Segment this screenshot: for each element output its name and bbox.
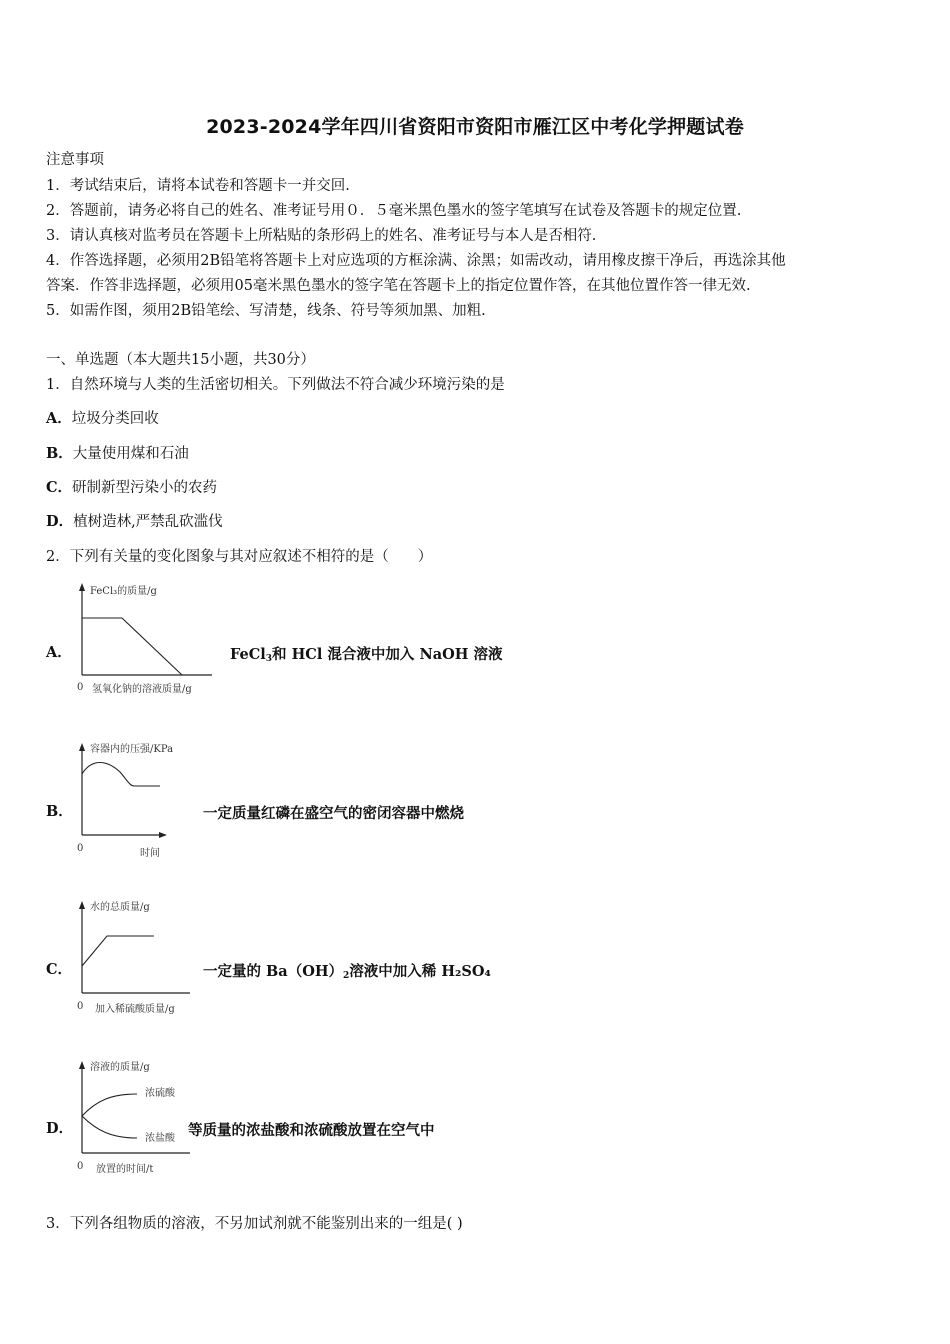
origin-label: 0 [77, 1161, 84, 1172]
option-text: 植树造林,严禁乱砍滥伐 [73, 514, 223, 530]
origin-label: 0 [77, 682, 84, 693]
sulfuric-acid-curve [82, 1094, 137, 1116]
x-axis-label: 加入稀硫酸质量/g [95, 1004, 175, 1015]
line1-label: 浓硫酸 [145, 1088, 175, 1099]
x-axis-arrow [159, 832, 167, 838]
desc-sub: 2 [343, 971, 350, 981]
origin-label: 0 [77, 1001, 84, 1012]
q2-option-a-label: A． [46, 644, 72, 661]
option-text: 大量使用煤和石油 [72, 446, 189, 462]
notice-item-3: 3．请认真核对监考员在答题卡上所粘贴的条形码上的姓名、准考证号与本人是否相符. [46, 228, 597, 244]
q2-option-d-label: D． [46, 1120, 74, 1137]
y-axis-label: 容器内的压强/KPa [90, 744, 174, 755]
desc-sub: 3 [265, 654, 273, 664]
option-text: 垃圾分类回收 [71, 411, 159, 427]
x-axis-label: 放置的时间/t [96, 1164, 154, 1175]
q1-stem: 1．自然环境与人类的生活密切相关。下列做法不符合减少环境污染的是 [46, 377, 505, 393]
y-axis-label: FeCl₃的质量/g [90, 586, 157, 597]
q1-option-b [46, 444, 189, 464]
q2-chart-d [72, 1056, 202, 1181]
data-curve [82, 936, 154, 966]
page-title: 2023-2024学年四川省资阳市资阳市雁江区中考化学押题试卷 [206, 116, 744, 138]
desc-rest: 和 HCl 混合液中加入 NaOH 溶液 [272, 646, 503, 663]
notice-heading: 注意事项 [46, 152, 104, 168]
desc-main: FeCl [230, 646, 266, 663]
notice-item-1: 1．考试结束后，请将本试卷和答题卡一并交回. [46, 178, 350, 194]
q2-chart-b [72, 738, 212, 863]
q3-stem: 3．下列各组物质的溶液，不另加试剂就不能鉴别出来的一组是( ) [46, 1216, 463, 1232]
q2-option-c-label: C． [46, 961, 73, 978]
y-axis-arrow [79, 901, 85, 909]
q2-option-c-desc [203, 960, 491, 981]
q2-option-b-label: B． [46, 803, 73, 820]
desc-main: 一定量的 Ba（OH） [203, 963, 344, 980]
q1-option-c [46, 478, 217, 498]
option-label: D． [46, 513, 74, 530]
data-curve [82, 763, 160, 787]
line2-label: 浓盐酸 [145, 1133, 175, 1144]
hydrochloric-acid-curve [82, 1116, 137, 1138]
section-heading: 一、单选题（本大题共15小题，共30分） [46, 352, 315, 368]
q1-option-d [46, 512, 223, 532]
y-axis-label: 水的总质量/g [90, 902, 150, 913]
q2-option-b-desc: 一定质量红磷在盛空气的密闭容器中燃烧 [203, 805, 464, 822]
q1-option-a [46, 409, 159, 429]
q2-option-d-desc: 等质量的浓盐酸和浓硫酸放置在空气中 [188, 1122, 435, 1139]
q2-chart-a [72, 580, 232, 702]
data-curve [82, 618, 182, 675]
desc-rest: 溶液中加入稀 H₂SO₄ [349, 963, 491, 980]
q2-stem: 2．下列有关量的变化图象与其对应叙述不相符的是（ ） [46, 549, 433, 565]
option-text: 研制新型污染小的农药 [72, 480, 218, 496]
notice-item-4: 4．作答选择题，必须用2B铅笔将答题卡上对应选项的方框涂满、涂黑；如需改动，请用橡皮擦干净后，再选涂其他 [46, 253, 786, 269]
y-axis-label: 溶液的质量/g [90, 1062, 150, 1073]
y-axis-arrow [79, 1061, 85, 1069]
notice-item-5: 5．如需作图，须用2B铅笔绘、写清楚，线条、符号等须加黑、加粗. [46, 303, 486, 319]
origin-label: 0 [77, 843, 84, 854]
option-label: B． [46, 445, 73, 462]
notice-item-2: 2．答题前，请务必将自己的姓名、准考证号用０．５毫米黑色墨水的签字笔填写在试卷及答题卡的规定位置. [46, 203, 742, 219]
notice-item-4-cont: 答案．作答非选择题，必须用05毫米黑色墨水的签字笔在答题卡上的指定位置作答，在其他位置作答一律无效. [46, 278, 751, 294]
q2-option-a-desc [230, 643, 502, 664]
option-label: A． [46, 410, 72, 427]
y-axis-arrow [79, 743, 85, 751]
x-axis-label: 氢氧化钠的溶液质量/g [92, 684, 192, 695]
q2-chart-c [72, 896, 212, 1021]
x-axis-label: 时间 [140, 848, 160, 859]
y-axis-arrow [79, 583, 85, 591]
option-label: C． [46, 479, 73, 496]
